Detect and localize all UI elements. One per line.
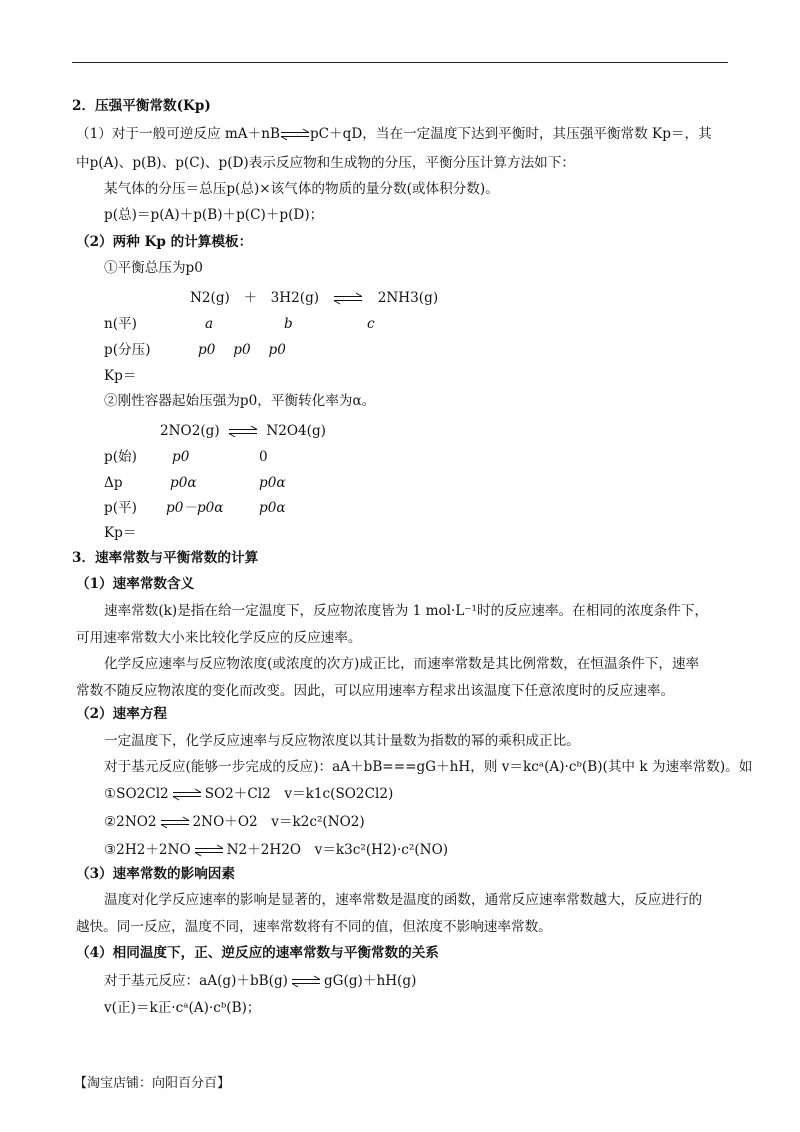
case1-row1-a: a (205, 316, 214, 332)
case1-row2-label: p(分压) (104, 342, 151, 358)
s2-para2: 某气体的分压＝总压p(总)×该气体的物质的量分数(或体积分数)。 (104, 181, 499, 197)
equilibrium-arrow-icon (172, 785, 202, 805)
s3-para6: 对于基元反应：aA(g)＋bB(g) gG(g)＋hH(g) (104, 971, 416, 992)
case1-intro: ①平衡总压为p0 (104, 260, 203, 276)
case2-row2-a: p0α (170, 475, 197, 491)
case1-row2-values: p0 p0 p0 (198, 342, 286, 358)
case2-equation: 2NO2(g) N2O4(g) (160, 421, 326, 442)
top-rule (72, 62, 728, 63)
s3-para4: 对于基元反应(能够一步完成的反应)：aA＋bB===gG＋hH，则 v＝kcᵃ(A)·cᵇ(B)(其中 k 为速率常数)。如 (104, 759, 753, 775)
case1-row1-b: b (284, 316, 293, 332)
rate-example-1: ①SO2Cl2 SO2＋Cl2 v＝k1c(SO2Cl2) (104, 784, 393, 805)
case1-row1-label: n(平) (104, 316, 137, 332)
s3-para7: v(正)＝k正·cᵃ(A)·cᵇ(B)； (104, 1000, 261, 1016)
s3-subheading-4: （4）相同温度下，正、逆反应的速率常数与平衡常数的关系 (76, 945, 439, 961)
case2-intro: ②刚性容器起始压强为p0，平衡转化率为α。 (104, 393, 376, 409)
equilibrium-arrow-icon (333, 289, 363, 309)
s3-subheading-3: （3）速率常数的影响因素 (76, 866, 235, 882)
s3-para2-cont: 常数不随反应物浓度的变化而改变。因此，可以应用速率方程求出该温度下任意浓度时的反应速率。 (76, 683, 675, 699)
case2-row1-label: p(始) (104, 449, 137, 465)
equilibrium-arrow-icon (194, 841, 224, 861)
s2-para1-cont: 中p(A)、p(B)、p(C)、p(D)表示反应物和生成物的分压，平衡分压计算方法如下： (76, 155, 575, 171)
s3-para1: 速率常数(k)是指在给一定温度下，反应物浓度皆为 1 mol·L⁻¹时的反应速率。在相同的浓度条件下， (104, 603, 709, 619)
equilibrium-arrow-icon (160, 813, 190, 833)
case1-equation: N2(g) ＋ 3H2(g) 2NH3(g) (190, 288, 438, 309)
footer-shop-note: 【淘宝店铺：向阳百分百】 (74, 1076, 231, 1091)
s3-para2: 化学反应速率与反应物浓度(或浓度的次方)成正比，而速率常数是其比例常数，在恒温条件下，速率 (104, 656, 700, 672)
case1-row1-c: c (367, 316, 375, 332)
case2-row3-label: p(平) (104, 500, 137, 516)
s3-para3: 一定温度下，化学反应速率与反应物浓度以其计量数为指数的幂的乘积成正比。 (104, 733, 580, 749)
case2-kp: Kp＝ (104, 525, 137, 541)
s3-para1-cont: 可用速率常数大小来比较化学反应的反应速率。 (76, 630, 362, 646)
s2-para3: p(总)＝p(A)＋p(B)＋p(C)＋p(D)； (104, 207, 324, 223)
equilibrium-arrow-icon (228, 422, 258, 442)
case2-row2-b: p0α (259, 475, 286, 491)
s2-subheading-2: （2）两种 Kp 的计算模板： (76, 234, 253, 250)
s2-para1: （1）对于一般可逆反应 mA＋nB pC＋qD，当在一定温度下达到平衡时，其压强平衡常数 Kp＝，其 (76, 124, 712, 145)
section-3-heading: 3．速率常数与平衡常数的计算 (72, 550, 259, 566)
s3-subheading-2: （2）速率方程 (76, 706, 168, 722)
s3-para5: 温度对化学反应速率的影响是显著的，速率常数是温度的函数，通常反应速率常数越大，反应进行的 (104, 892, 703, 908)
rate-example-2: ②2NO2 2NO＋O2 v＝k2c²(NO2) (104, 812, 365, 833)
s3-subheading-1: （1）速率常数含义 (76, 576, 195, 592)
case2-row3-a: p0－p0α (166, 500, 224, 516)
case2-row3-b: p0α (259, 500, 286, 516)
section-2-heading: 2．压强平衡常数(Kp) (72, 98, 211, 114)
equilibrium-arrow-icon (291, 972, 321, 992)
equilibrium-arrow-icon (280, 125, 310, 145)
rate-example-3: ③2H2＋2NO N2＋2H2O v＝k3c²(H2)·c²(NO) (104, 840, 448, 861)
case2-row1-b: 0 (259, 449, 268, 465)
s3-para5-cont: 越快。同一反应，温度不同，速率常数将有不同的值，但浓度不影响速率常数。 (76, 919, 552, 935)
case2-row1-a: p0 (172, 449, 190, 465)
case2-row2-label: Δp (104, 475, 123, 491)
case1-kp: Kp＝ (104, 368, 137, 384)
